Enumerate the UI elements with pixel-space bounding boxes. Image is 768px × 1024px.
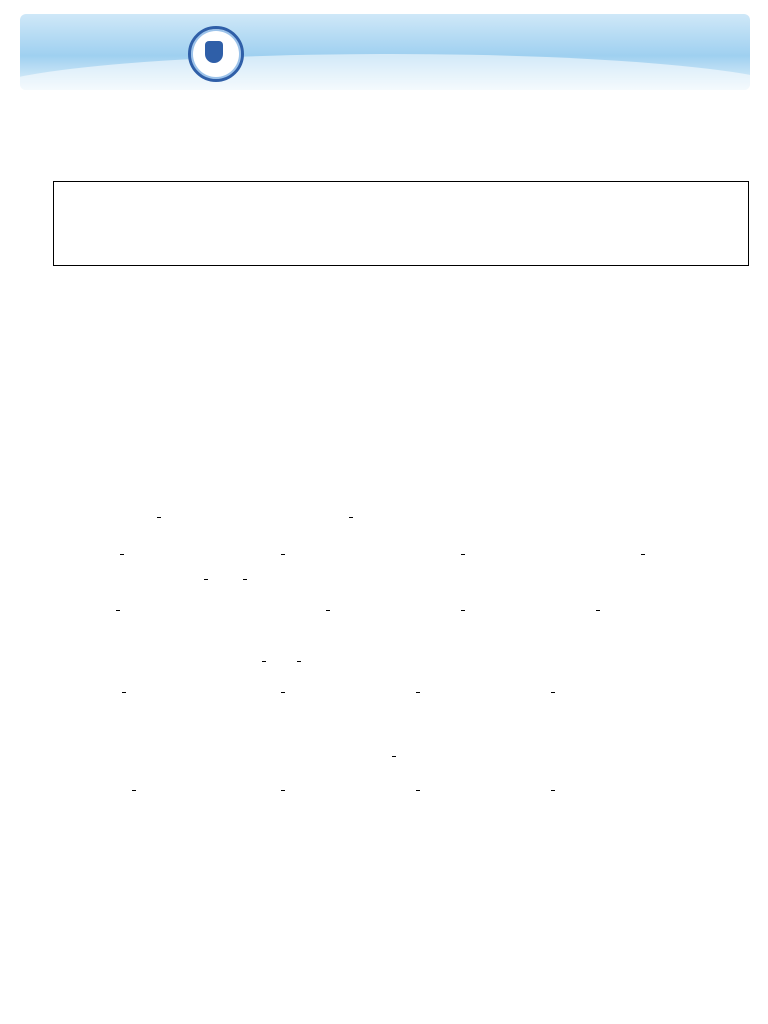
q7-option-a: [120, 548, 124, 560]
school-banner: [20, 14, 750, 90]
q8-option-c: [461, 604, 465, 616]
q11-option-a: [132, 784, 136, 796]
q7-option-d: [641, 548, 645, 560]
q8-fraction-2: [243, 571, 247, 589]
q9-option-a: [122, 686, 126, 698]
q8-fraction-1: [204, 571, 208, 589]
q7-option-c: [461, 548, 465, 560]
banner-wave: [20, 54, 750, 90]
q11-option-b: [281, 784, 285, 796]
q11-fraction: [392, 748, 396, 766]
q7-fraction-2: [349, 509, 353, 527]
q9-option-d: [551, 686, 555, 698]
q11-option-c: [416, 784, 420, 796]
q8-option-b: [326, 604, 330, 616]
oath-box: [53, 181, 749, 266]
q7-option-b: [281, 548, 285, 560]
q8-option-d: [596, 604, 600, 616]
q9-option-c: [416, 686, 420, 698]
q9-option-b: [281, 686, 285, 698]
q11-option-d: [551, 784, 555, 796]
q9-fraction-1: [262, 653, 266, 671]
q8-option-a: [116, 604, 120, 616]
q9-fraction-2: [297, 653, 301, 671]
q7-fraction-1: [157, 509, 161, 527]
school-seal-icon: [188, 26, 244, 82]
